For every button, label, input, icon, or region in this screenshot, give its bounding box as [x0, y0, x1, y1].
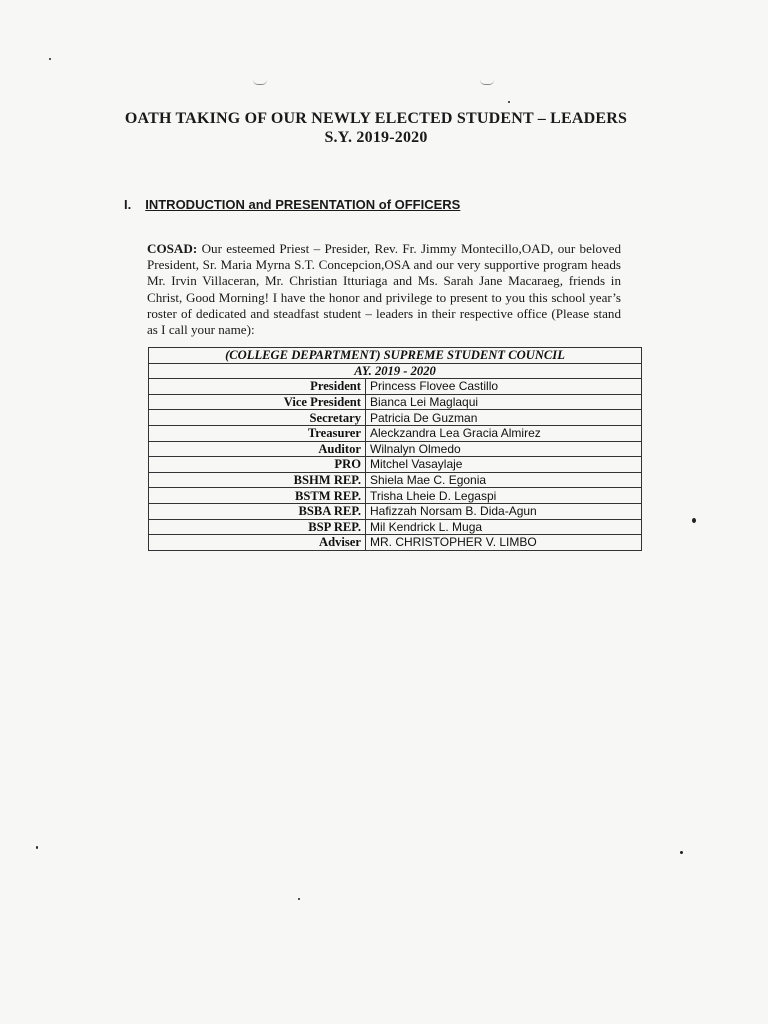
officer-role: BSBA REP. [149, 503, 366, 519]
council-table [148, 347, 642, 551]
officer-name: Princess Flovee Castillo [366, 379, 642, 395]
scan-mark [480, 80, 494, 85]
scan-dot [508, 101, 510, 103]
table-row [149, 410, 642, 426]
scan-mark [253, 80, 267, 85]
officer-name: Mitchel Vasaylaje [366, 457, 642, 473]
intro-paragraph [147, 241, 621, 338]
officer-role: BSHM REP. [149, 472, 366, 488]
officer-role: President [149, 379, 366, 395]
section-title: INTRODUCTION and PRESENTATION of OFFICERS [145, 197, 461, 212]
table-header-line1: (COLLEGE DEPARTMENT) SUPREME STUDENT COUNCIL [149, 348, 642, 364]
officer-role: BSP REP. [149, 519, 366, 535]
officer-name: Shiela Mae C. Egonia [366, 472, 642, 488]
officer-role: Adviser [149, 535, 366, 551]
officer-name: Wilnalyn Olmedo [366, 441, 642, 457]
officer-name: Aleckzandra Lea Gracia Almirez [366, 425, 642, 441]
officer-name: Mil Kendrick L. Muga [366, 519, 642, 535]
intro-text: Our esteemed Priest – Presider, Rev. Fr. Jimmy Montecillo,OAD, our beloved President, Sr. Maria Myrna S.T. Concepcion,OSA and our very supportive program heads Mr. Irvin Villaceran, Mr. Christian Itturiaga and Ms. Sarah Jane Macaraeg, friends in Christ, Good Morning! I have the honor and privilege to present to you this school year’s roster of dedicated and steadfast student – leaders in their respective office (Please stand as I call your name): [147, 241, 621, 338]
table-row [149, 535, 642, 551]
officer-role: Auditor [149, 441, 366, 457]
document-title: OATH TAKING OF OUR NEWLY ELECTED STUDENT – LEADERS [124, 110, 628, 127]
school-year: S.Y. 2019-2020 [324, 129, 428, 146]
officer-role: PRO [149, 457, 366, 473]
table-row [149, 441, 642, 457]
table-row [149, 472, 642, 488]
officer-name: Patricia De Guzman [366, 410, 642, 426]
table-row [149, 394, 642, 410]
officer-role: Secretary [149, 410, 366, 426]
table-row [149, 457, 642, 473]
scan-dot [298, 898, 300, 900]
table-row [149, 488, 642, 504]
section-number: I. [124, 197, 132, 212]
scan-dot [49, 58, 51, 60]
table-header-line2: AY. 2019 - 2020 [149, 363, 642, 379]
table-row [149, 379, 642, 395]
speaker-label: COSAD: [147, 241, 198, 256]
section-heading [124, 197, 460, 212]
table-row [149, 519, 642, 535]
officer-role: BSTM REP. [149, 488, 366, 504]
table-row [149, 503, 642, 519]
officer-role: Treasurer [149, 425, 366, 441]
officer-name: Bianca Lei Maglaqui [366, 394, 642, 410]
officer-role: Vice President [149, 394, 366, 410]
scan-dot [680, 851, 683, 854]
officer-name: Hafizzah Norsam B. Dida-Agun [366, 503, 642, 519]
officer-name: Trisha Lheie D. Legaspi [366, 488, 642, 504]
officer-name: MR. CHRISTOPHER V. LIMBO [366, 535, 642, 551]
scan-dot [36, 846, 38, 849]
scan-dot [692, 518, 696, 523]
table-row [149, 425, 642, 441]
